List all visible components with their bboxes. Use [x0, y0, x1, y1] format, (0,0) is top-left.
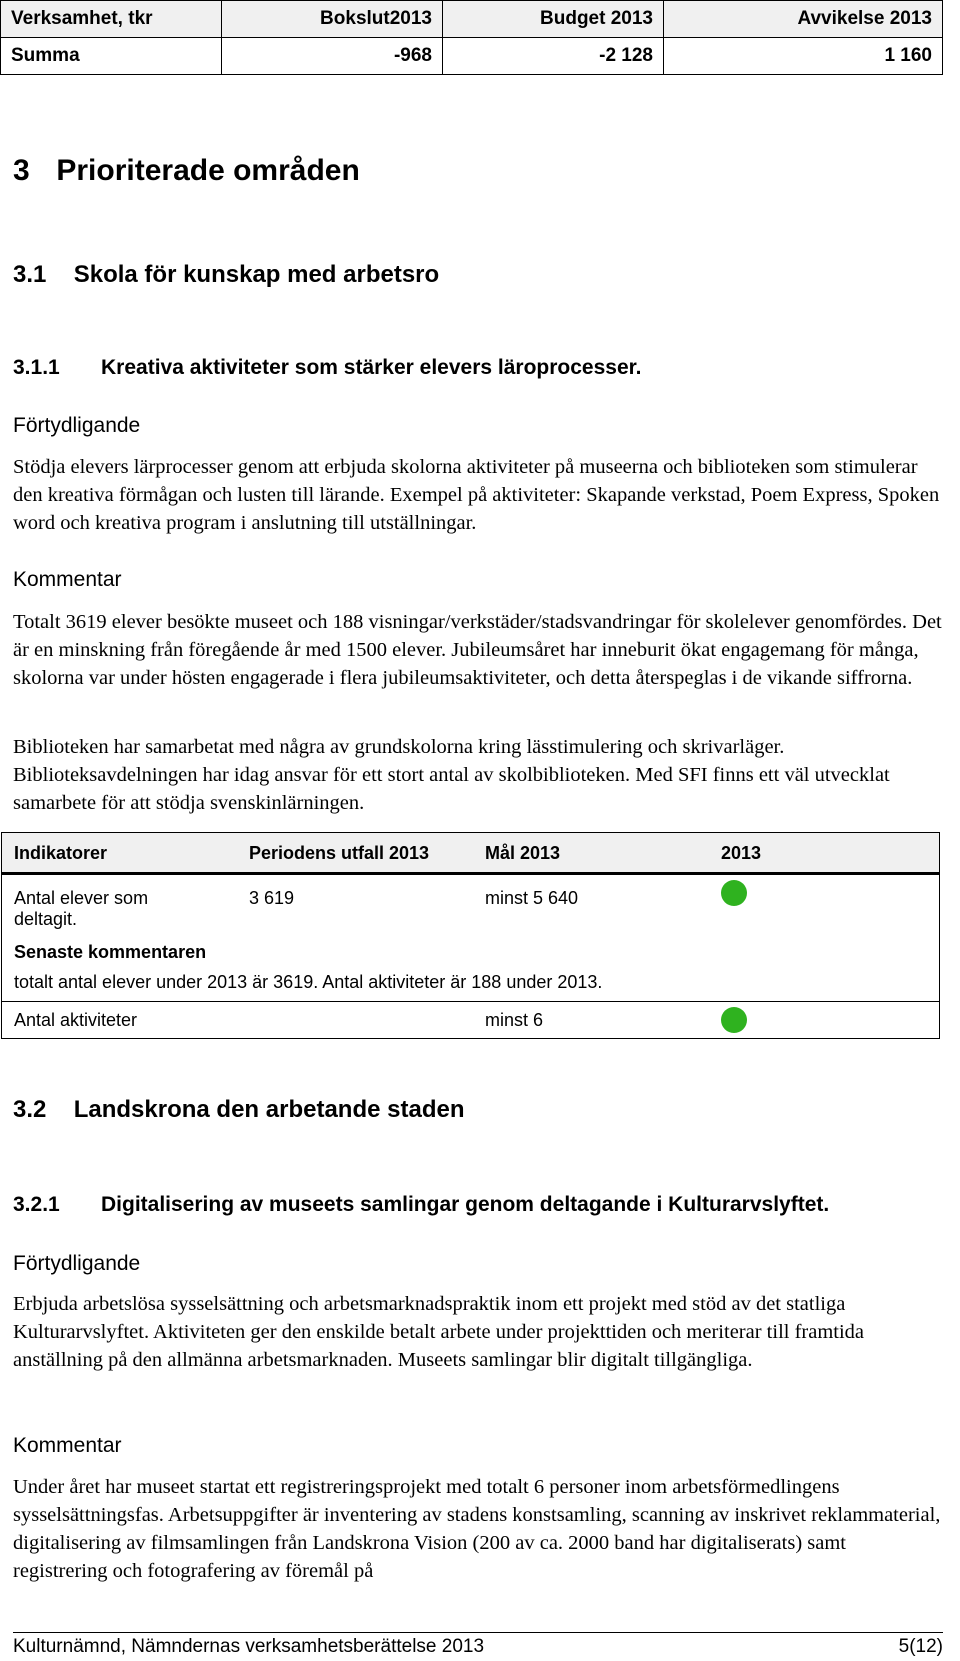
clarification-text: Erbjuda arbetslösa sysselsättning och arbetsmarknadspraktik inom ett projekt med stöd av det statliga Kulturarvslyftet. Aktiviteten ger den enskilde betalt arbete under projekttiden och meriterar till framtida anställning på den allmänna arbetsmarknaden. Museets samlingar blir digitalt tillgängliga. [13, 1293, 865, 1371]
footer-page-number: 5(12) [898, 1636, 943, 1657]
footer-divider [13, 1632, 943, 1633]
indicator-header-cell: Mål 2013 [485, 843, 561, 863]
indicator-header-row [2, 833, 939, 875]
row-divider [2, 1001, 939, 1002]
summary-cell: -968 [222, 38, 443, 75]
section-number: 3.1 [13, 261, 47, 288]
section-3-2-1-number: 3.2.1 [13, 1193, 60, 1216]
status-green-dot-icon [721, 880, 747, 906]
summary-header-cell: Verksamhet, tkr [1, 1, 222, 38]
section-title: Landskrona den arbetande staden [73, 1096, 465, 1123]
comment-label: Kommentar [13, 568, 122, 591]
indicator-header-cell: Indikatorer [14, 843, 108, 863]
summary-cell: -2 128 [443, 38, 664, 75]
indicator-header-cell: 2013 [721, 843, 762, 863]
clarification-text: Stödja elevers lärprocesser genom att erbjuda skolorna aktiviteter på museerna och biblioteken som stimulerar den kreativa förmågan och lusten till lärande. Exempel på aktiviteter: Skapande verkstad, Poem Express, Spoken word och kreativa program i anslutning till utställningar. [13, 456, 940, 534]
comment-paragraph: Under året har museet startat ett registreringsprojekt med totalt 6 personer inom arbetsförmedlingens sysselsättningsfas. Arbetsuppgifter är inventering av stadens konstsamling, scanning av inskrivet reklammaterial, digitalisering av filmsamlingen från Landskrona Vision (200 av ca. 2000 band har digitaliserats) samt registrering och fotografering av föremål på [13, 1476, 941, 1582]
section-3-1-1-title: Kreativa aktiviteter som stärker elevers läroprocesser. [101, 356, 642, 379]
summary-header-cell: Bokslut2013 [222, 1, 443, 38]
section-number: 3.2 [13, 1096, 47, 1123]
section-number: 3 [13, 154, 30, 187]
section-title: Prioriterade områden [56, 154, 360, 187]
clarification-label: Förtydligande [13, 1252, 141, 1275]
section-3-1-1-number: 3.1.1 [13, 356, 60, 379]
indicator-name: Antal aktiviteter [14, 1010, 138, 1030]
summary-cell: 1 160 [664, 38, 943, 75]
summary-header-cell: Budget 2013 [443, 1, 664, 38]
comment-label: Kommentar [13, 1434, 122, 1457]
summary-table [0, 0, 943, 75]
comment-paragraph: Totalt 3619 elever besökte museet och 188 visningar/verkstäder/stadsvandringar för skolelever genomfördes. Det är en minskning från föregående år med 1500 elever. Jubileumsåret har inneburit ökat engagemang för många, skolorna var under hösten engagerade i flera jubileumsaktiviteter, och detta återspeglas i de vikande siffrorna. [13, 611, 942, 689]
indicator-outcome: 3 619 [249, 888, 295, 908]
latest-comment-label: Senaste kommentaren [14, 942, 207, 962]
status-green-dot-icon [721, 1007, 747, 1033]
clarification-label: Förtydligande [13, 414, 141, 437]
indicator-target: minst 5 640 [485, 888, 579, 908]
section-3-heading [13, 154, 360, 188]
indicator-header-cell: Periodens utfall 2013 [249, 843, 430, 863]
indicator-target: minst 6 [485, 1010, 544, 1030]
indicator-name: Antal elever som deltagit. [14, 888, 149, 929]
indicator-table [1, 832, 940, 1039]
section-3-2-1-title: Digitalisering av museets samlingar genom deltagande i Kulturarvslyftet. [101, 1193, 830, 1216]
footer-title: Kulturnämnd, Nämndernas verksamhetsberättelse 2013 [13, 1636, 485, 1657]
summary-header-cell: Avvikelse 2013 [664, 1, 943, 38]
summary-header-row [1, 1, 943, 38]
section-3-2-heading [13, 1096, 464, 1124]
summary-cell: Summa [1, 38, 222, 75]
section-title: Skola för kunskap med arbetsro [73, 261, 440, 288]
summary-row [1, 38, 943, 75]
comment-paragraph: Biblioteken har samarbetat med några av grundskolorna kring lässtimulering och skrivarläger. Biblioteksavdelningen har idag ansvar för ett stort antal av skolbiblioteken. Med SFI finns ett väl utvecklat samarbete för att stödja svenskinlärningen. [13, 736, 890, 814]
latest-comment-text: totalt antal elever under 2013 är 3619. Antal aktiviteter är 188 under 2013. [14, 972, 603, 992]
section-3-1-heading [13, 261, 439, 289]
